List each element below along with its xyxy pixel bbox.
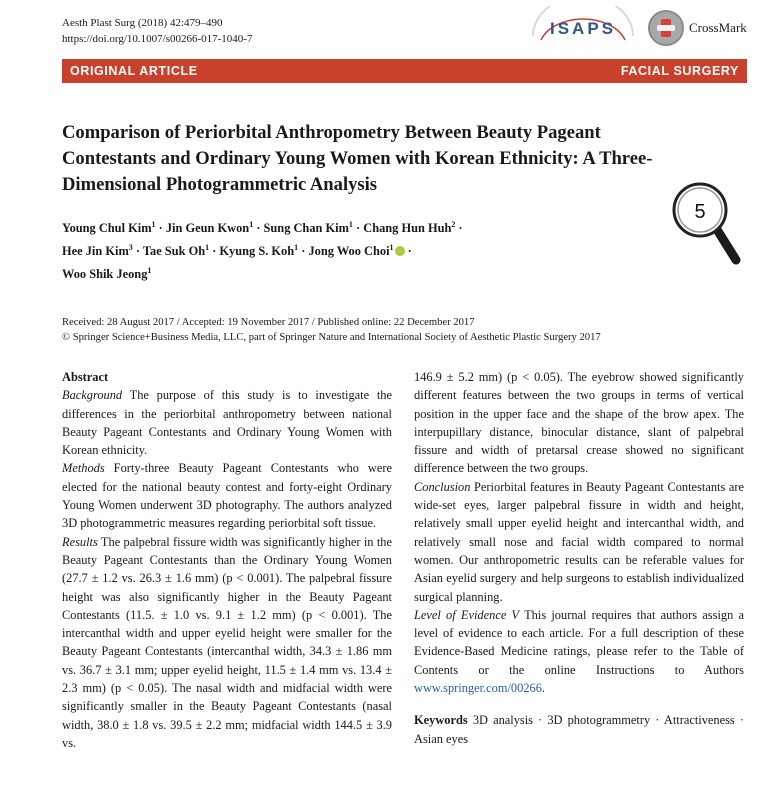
author-name: Woo Shik Jeong bbox=[62, 267, 148, 282]
author-affiliation: 3 bbox=[128, 243, 133, 253]
methods-label: Methods bbox=[62, 461, 105, 476]
author-separator: · bbox=[132, 244, 143, 259]
publication-dates bbox=[62, 315, 742, 345]
author-affiliation: 1 bbox=[348, 220, 353, 229]
author-separator: · bbox=[404, 244, 412, 259]
doi-link[interactable]: https://doi.org/10.1007/s00266-017-1040-7 bbox=[62, 33, 253, 45]
keywords bbox=[414, 711, 744, 748]
keywords-label: Keywords bbox=[414, 713, 468, 728]
author-name: Jong Woo Choi bbox=[308, 244, 390, 259]
author-name: Sung Chan Kim bbox=[263, 221, 349, 236]
abstract-results bbox=[62, 533, 392, 753]
background-label: Background bbox=[62, 388, 123, 403]
abstract-column-right bbox=[414, 368, 744, 748]
keywords-text: 3D analysis · 3D photogrammetry · Attractiveness · Asian eyes bbox=[414, 713, 744, 746]
author-separator: · bbox=[352, 221, 364, 236]
author-affiliation: 2 bbox=[451, 220, 456, 229]
methods-text: Forty-three Beauty Pageant Contestants who were elected for the national beauty contest and forty-eight Ordinary Young Women underwent 3D photography. The authors analyzed 3D photogrammetric measures regarding periorbital soft tissue. bbox=[62, 461, 392, 531]
abstract-evidence bbox=[414, 606, 744, 697]
abstract-results-continued: 146.9 ± 5.2 mm) (p < 0.05). The eyebrow showed significantly different features between the two groups in terms of vertical position in the upper face and the shape of the brow apex. The interpupillary distance, binocular distance, slant of palpebral fissure and width of pretarsal crease showed no significant difference between the two groups. bbox=[414, 370, 744, 476]
author-name: Hee Jin Kim bbox=[62, 244, 129, 259]
author-affiliation: 1 bbox=[151, 220, 156, 229]
abstract-methods bbox=[62, 459, 392, 532]
author-affiliation: 1 bbox=[249, 220, 254, 229]
evidence-end: . bbox=[541, 681, 546, 696]
results-label: Results bbox=[62, 534, 98, 549]
background-text: The purpose of this study is to investigate the differences in the periorbital anthropometry between national Beauty Pageant Contestants and Ordinary Young Women with Korean ethnicity. bbox=[62, 388, 392, 458]
author-list bbox=[62, 215, 702, 284]
author-name: Tae Suk Oh bbox=[142, 244, 206, 259]
results-text: The palpebral fissure width was significantly higher in the Beauty Pageant Contestants than the Ordinary Young Women (27.7 ± 1.2 vs. 26.3 ± 1.6 mm) (p < 0.001). The palpebral fissure height was also significantly higher in the Beauty Pageant Contestants (11.5. ± 1.0 vs. 9.1 ± 1.2 mm) (p < 0.001). The intercanthal width and upper eyelid height were smaller for the Beauty Pageant Contestants (intercanthal width, 34.3 ± 1.86 mm vs. 36.7 ± 3.1 mm; upper eyelid height, 11.5 ± 1.4 mm vs. 13.4 ± 2.3 mm) (p < 0.05). The nasal width and midfacial width were significantly smaller in the Beauty Pageant Contestants (nasal width, 38.0 ± 1.8 vs. 39.5 ± 2.2 mm; midfacial width 144.5 ± 3.9 vs. bbox=[62, 534, 392, 750]
author-separator: · bbox=[155, 221, 166, 236]
abstract-conclusion bbox=[414, 478, 744, 606]
conclusion-text: Periorbital features in Beauty Pageant Contestants are wide-set eyes, larger palpebral fissure in width and height, relatively small upper eyelid height and intercanthal width, and relatively small nose and facial width compared to normal women. Our anthropometric results can be referable values for Asian eyelid surgery and help surgeons to establish individualized surgical planning. bbox=[414, 479, 744, 604]
conclusion-label: Conclusion bbox=[414, 479, 471, 494]
article-title: Comparison of Periorbital Anthropometry Between Beauty Pageant Contestants and Ordinary Young Women with Korean Ethnicity: A Three-Dimensional Photogrammetric Analysis bbox=[62, 122, 653, 195]
author-name: Jin Geun Kwon bbox=[165, 221, 250, 236]
article-banner bbox=[62, 59, 747, 83]
article-section: FACIAL SURGERY bbox=[620, 64, 739, 78]
evidence-text: This journal requires that authors assign a level of evidence to each article. For a full description of these Evidence-Based Medicine ratings, please refer to the Table of Contents or the online Instructions to Authors bbox=[414, 607, 744, 677]
journal-citation: Aesth Plast Surg (2018) 42:479–490 bbox=[62, 17, 223, 29]
journal-info bbox=[62, 15, 252, 47]
author-affiliation: 1 bbox=[205, 243, 210, 253]
isaps-text: ISAPS bbox=[549, 19, 617, 38]
crossmark-badge[interactable] bbox=[648, 10, 747, 46]
author-separator: · bbox=[455, 221, 463, 236]
abstract-heading: Abstract bbox=[62, 370, 109, 384]
author-separator: · bbox=[253, 221, 264, 236]
author-affiliation: 1 bbox=[389, 243, 394, 253]
author-name: Kyung S. Koh bbox=[219, 244, 295, 259]
author-name: Chang Hun Huh bbox=[363, 221, 452, 236]
springer-link[interactable]: www.springer.com/00266 bbox=[414, 681, 542, 696]
article-type: ORIGINAL ARTICLE bbox=[70, 64, 198, 78]
orcid-icon[interactable] bbox=[395, 246, 405, 256]
author-affiliation: 1 bbox=[294, 243, 299, 253]
copyright-line: © Springer Science+Business Media, LLC, part of Springer Nature and International Society of Aesthetic Plastic Surgery 2017 bbox=[62, 332, 601, 343]
author-separator: · bbox=[209, 244, 220, 259]
author-affiliation: 1 bbox=[147, 266, 152, 276]
evidence-label: Level of Evidence V bbox=[414, 607, 520, 622]
author-name: Young Chul Kim bbox=[62, 221, 152, 236]
abstract-column-left bbox=[62, 368, 392, 752]
isaps-logo bbox=[527, 6, 639, 50]
crossmark-icon bbox=[648, 10, 684, 46]
crossmark-label: CrossMark bbox=[689, 20, 747, 35]
received-accepted-published: Received: 28 August 2017 / Accepted: 19 November 2017 / Published online: 22 December 2017 bbox=[62, 317, 475, 328]
author-separator: · bbox=[298, 244, 309, 259]
badge-number: 5 bbox=[694, 201, 706, 223]
abstract-background bbox=[62, 386, 392, 459]
